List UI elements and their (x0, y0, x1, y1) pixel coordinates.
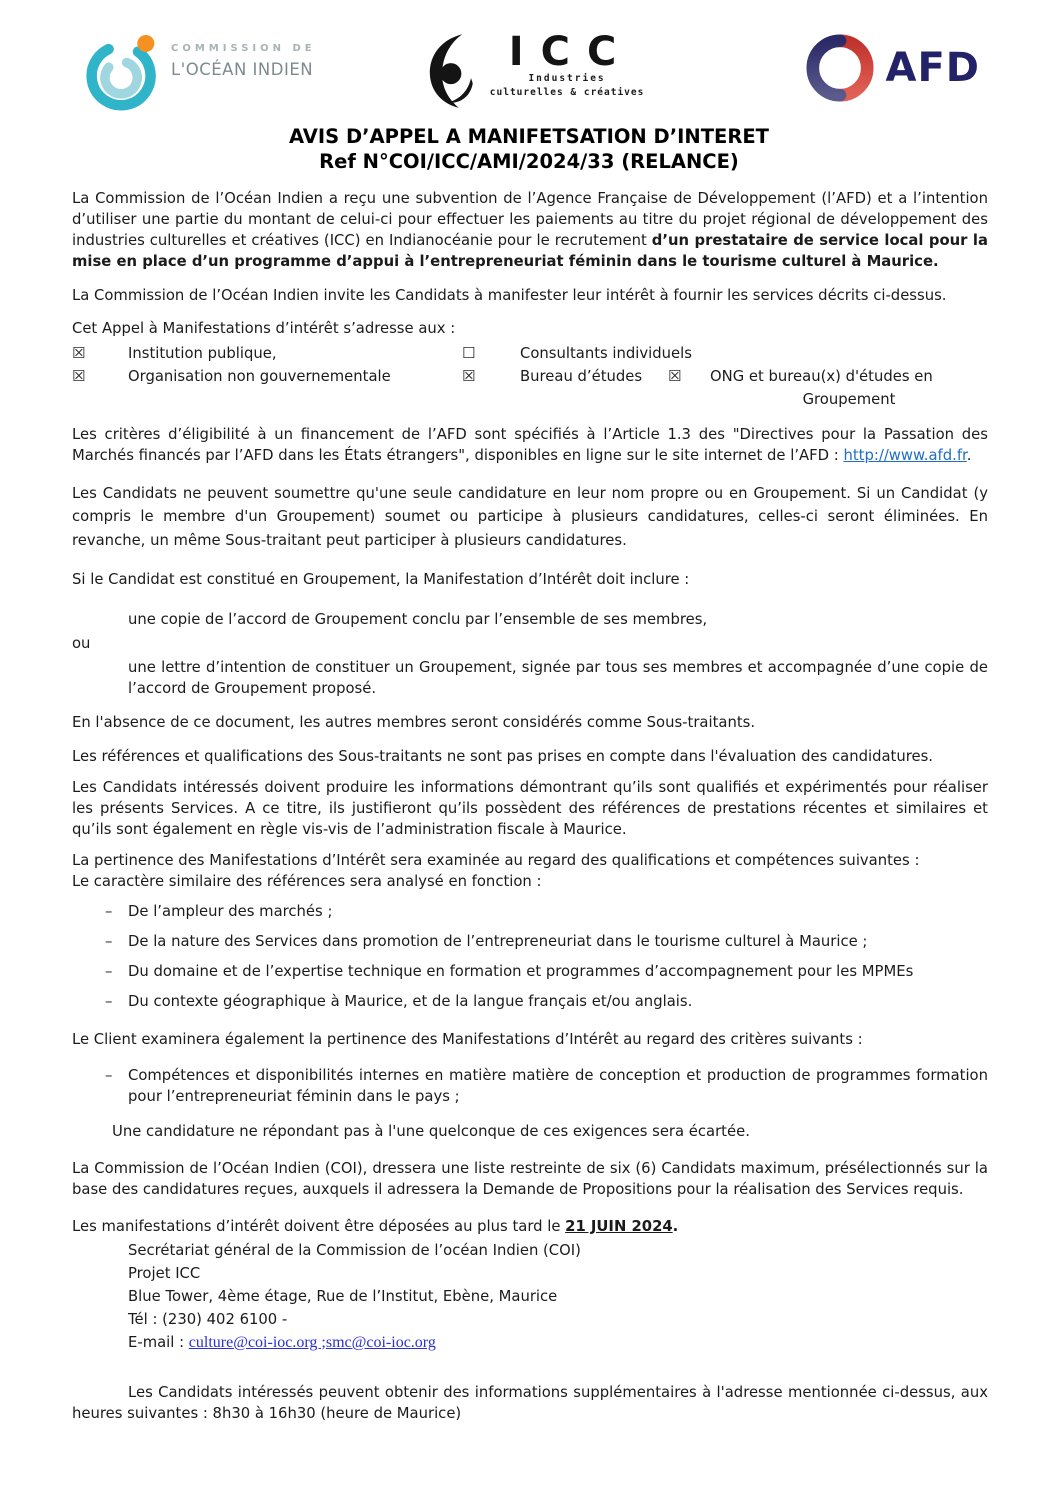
coi-logo-text (171, 42, 316, 82)
coi-logo-line2: L'OCÉAN INDIEN (171, 60, 314, 80)
client-criterion-text: Compétences et disponibilités internes en matière matière de conception et production de programmes formation pour l’entrepreneuriat féminin dans le pays ; (128, 1066, 988, 1105)
contact-email-line (128, 1331, 988, 1354)
coi-logo-line1: COMMISSION DE (171, 43, 316, 54)
audience-row-1 (72, 342, 988, 365)
paragraph-invitation: La Commission de l’Océan Indien invite les Candidats à manifester leur intérêt à fournir les services décrits ci-dessus. (72, 286, 947, 304)
paragraph-absence: En l'absence de ce document, les autres membres seront considérés comme Sous-traitants. (72, 713, 756, 731)
document-header (0, 0, 1058, 114)
afd-logo-acronym: AFD (885, 45, 980, 91)
criterion-item (105, 901, 988, 922)
audience-institution-label: Institution publique, (128, 344, 277, 362)
audience-groupement-line1: ONG et bureau(x) d'études en (710, 367, 933, 385)
checkbox-checked-icon: ☒ (72, 343, 86, 362)
deadline-period: . (672, 1217, 679, 1235)
paragraph-subtraitants: Les références et qualifications des Sous-traitants ne sont pas prises en compte dans l'évaluation des candidatures. (72, 747, 933, 765)
pertinence-line2: Le caractère similaire des références sera analysé en fonction : (72, 872, 542, 890)
dash-bullet: – (105, 962, 113, 980)
afd-website-link[interactable]: http://www.afd.fr (843, 446, 967, 464)
contact-block (128, 1239, 988, 1354)
icc-logo (422, 29, 645, 110)
client-criterion-item (105, 1065, 988, 1107)
audience-groupement-label (710, 365, 988, 411)
checkbox-checked-icon: ☒ (668, 366, 682, 385)
afd-logo (806, 34, 980, 102)
paragraph-pertinence (72, 850, 988, 892)
pertinence-line1: La pertinence des Manifestations d’Intérêt sera examinée au regard des qualifications et compétences suivantes : (72, 851, 920, 869)
document-title (0, 124, 1058, 175)
checkbox-checked-icon: ☒ (462, 366, 476, 385)
afd-logo-icon (806, 34, 874, 102)
criterion-text: De la nature des Services dans promotion de l’entrepreneuriat dans le tourisme culturel à Maurice ; (128, 932, 868, 950)
contact-secretariat: Secrétariat général de la Commission de l’océan Indien (COI) (128, 1241, 581, 1259)
audience-intro: Cet Appel à Manifestations d’intérêt s’adresse aux : (72, 319, 456, 337)
paragraph-eligibility (72, 424, 988, 466)
coi-logo (85, 30, 316, 114)
criterion-item (105, 961, 988, 982)
paragraph-shortlist: La Commission de l’Océan Indien (COI), dressera une liste restreinte de six (6) Candidats maximum, présélectionnés sur la base des candidatures reçues, auxquels il adressera la Demande de Propositions pour la réalisation des Services requis. (72, 1159, 988, 1198)
document-body (0, 188, 1058, 1424)
icc-logo-acronym: ICC (508, 29, 634, 75)
contact-address: Blue Tower, 4ème étage, Rue de l’Institut, Ebène, Maurice (128, 1287, 558, 1305)
contact-phone: Tél : (230) 402 6100 - (128, 1310, 288, 1328)
audience-consultants-label: Consultants individuels (520, 344, 692, 362)
icc-logo-subtitle2: culturelles & créatives (489, 87, 645, 99)
paragraph-funding-text: La Commission de l’Océan Indien a reçu une subvention de l’Agence Française de Développement (l’AFD) et a l’intention d’utiliser une partie du montant de celui-ci pour effectuer les paiements au titre du projet régional de développement des industries culturelles et créatives (ICC) en Indianocéanie pour le recrutement (72, 189, 988, 249)
paragraph-funding-bold: d’un prestataire de service local pour la mise en place d’un programme d’appui à l’entrepreneuriat féminin dans le tourisme culturel à Maurice (72, 231, 988, 270)
dash-bullet: – (105, 902, 113, 920)
paragraph-qualified: Les Candidats intéressés doivent produire les informations démontrant qu’ils sont qualifiés et expérimentés pour réaliser les présents Services. A ce titre, ils justifieront qu’ils possèdent des références de prestations récentes et similaires et qu’ils sont également en règle vis-vis de l’administration fiscale à Maurice. (72, 778, 988, 838)
footer-note: Les Candidats intéressés peuvent obtenir des informations supplémentaires à l'adresse mentionnée ci-dessus, aux heures suivantes : 8h30 à 16h30 (heure de Maurice) (72, 1383, 988, 1422)
audience-row-2 (72, 365, 988, 411)
icc-logo-icon (422, 32, 478, 110)
dash-bullet: – (105, 932, 113, 950)
document-title-line1: AVIS D’APPEL A MANIFETSATION D’INTERET (289, 125, 769, 148)
eligibility-text: Les critères d’éligibilité à un financement de l’AFD sont spécifiés à l’Article 1.3 des "Directives pour la Passation des Marchés financés par l’AFD dans les États étrangers", disponibles en ligne sur le site internet de l’AFD : (72, 425, 988, 464)
groupement-intro: Si le Candidat est constitué en Groupement, la Manifestation d’Intérêt doit inclure : (72, 570, 690, 588)
eligibility-period: . (966, 446, 972, 464)
deadline-text: Les manifestations d’intérêt doivent être déposées au plus tard le (72, 1217, 566, 1235)
coi-logo-icon (85, 30, 161, 114)
contact-project: Projet ICC (128, 1264, 201, 1282)
contact-email-link[interactable]: culture@coi-ioc.org ;smc@coi-ioc.org (188, 1333, 436, 1351)
paragraph-single-candidacy: Les Candidats ne peuvent soumettre qu'une seule candidature en leur nom propre ou en Groupement. Si un Candidat (y compris le membre d'un Groupement) soumet ou participe à plusieurs candidatures, celles-ci seront éliminées. En revanche, un même Sous-traitant peut participer à plusieurs candidatures. (72, 484, 988, 550)
audience-groupement-line2: Groupement (802, 390, 896, 408)
audience-ong-label: Organisation non gouvernementale (128, 367, 391, 385)
criterion-text: Du contexte géographique à Maurice, et de la langue français et/ou anglais. (128, 992, 693, 1010)
criterion-item (105, 991, 988, 1012)
paragraph-deadline (72, 1216, 988, 1237)
icc-logo-subtitle1: Industries (528, 73, 606, 84)
deadline-date: 21 JUIN 2024 (565, 1217, 673, 1235)
checkbox-checked-icon: ☒ (72, 366, 86, 385)
criteria-list (72, 901, 988, 1012)
icc-logo-text (489, 29, 645, 101)
audience-bureau-label: Bureau d’études (520, 367, 643, 385)
rejection-note: Une candidature ne répondant pas à l'une quelconque de ces exigences sera écartée. (112, 1122, 750, 1140)
dash-bullet: – (105, 992, 113, 1010)
criterion-text: Du domaine et de l’expertise technique en formation et programmes d’accompagnement pour les MPMEs (128, 962, 914, 980)
groupement-option2: une lettre d’intention de constituer un Groupement, signée par tous ses membres et accompagnée d’une copie de l’accord de Groupement proposé. (128, 658, 988, 697)
groupement-or: ou (72, 634, 91, 652)
checkbox-unchecked-icon: ☐ (462, 343, 476, 362)
document-title-line2: Ref N°COI/ICC/AMI/2024/33 (RELANCE) (319, 150, 739, 174)
audience-checkbox-grid (72, 342, 988, 411)
client-criteria-intro: Le Client examinera également la pertinence des Manifestations d’Intérêt au regard des critères suivants : (72, 1030, 863, 1048)
paragraph-funding-period: . (933, 252, 939, 270)
contact-email-label: E-mail : (128, 1333, 189, 1351)
dash-bullet: – (105, 1066, 113, 1084)
paragraph-funding (72, 188, 988, 272)
groupement-option1: une copie de l’accord de Groupement conclu par l’ensemble de ses membres, (128, 610, 708, 628)
criterion-item (105, 931, 988, 952)
criterion-text: De l’ampleur des marchés ; (128, 902, 333, 920)
